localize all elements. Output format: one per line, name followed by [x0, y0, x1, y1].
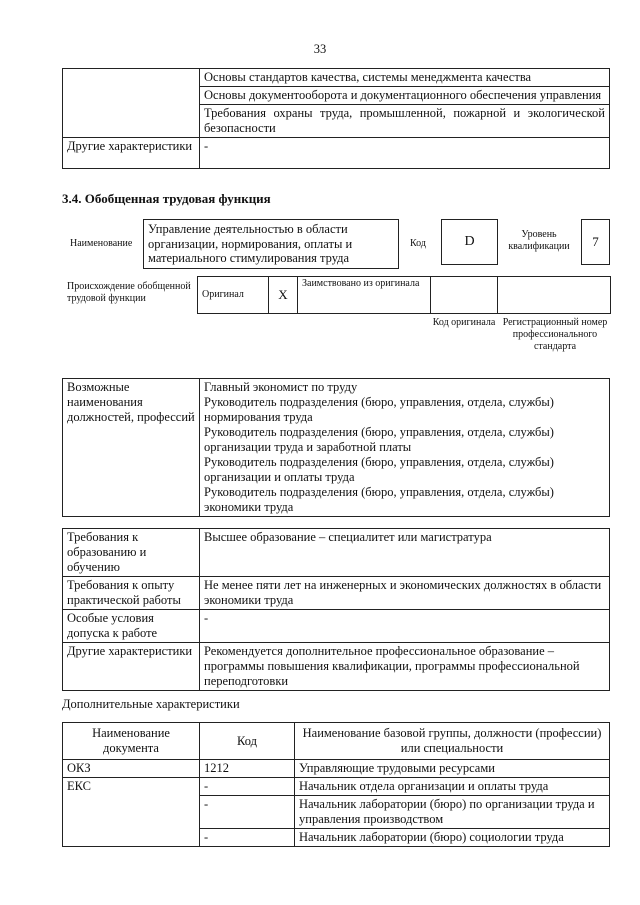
eks-code: -	[200, 829, 295, 847]
origin-label: Происхождение обобщенной трудовой функции	[67, 281, 191, 304]
reg-number-cell	[498, 277, 611, 314]
original-code-cell	[431, 277, 498, 314]
okz-doc: ОКЗ	[63, 760, 200, 778]
req-value: Высшее образование – специалитет или магистратура	[200, 529, 610, 577]
okz-name: Управляющие трудовыми ресурсами	[295, 760, 610, 778]
knowledge-table	[62, 68, 610, 169]
gtf-code-box: D	[441, 219, 498, 265]
header-document: Наименование документа	[63, 723, 200, 760]
position-item: Руководитель подразделения (бюро, управления, отдела, службы) экономики труда	[204, 485, 554, 514]
code-caption: Код оригинала	[432, 317, 496, 328]
knowledge-item: Требования охраны труда, промышленной, пожарной и экологической безопасности	[200, 105, 610, 138]
gtf-name-box: Управление деятельностью в области организации, нормирования, оплаты и материального стимулирования труда	[143, 219, 399, 269]
eks-name: Начальник лаборатории (бюро) по организации труда и управления производством	[295, 796, 610, 829]
req-value: -	[200, 610, 610, 643]
knowledge-item: Основы документооборота и документационного обеспечения управления	[200, 87, 610, 105]
additional-table	[62, 722, 610, 847]
original-mark: X	[269, 277, 298, 314]
code-label: Код	[410, 238, 426, 249]
position-item: Руководитель подразделения (бюро, управления, отдела, службы) организации труда и заработной платы	[204, 425, 554, 454]
empty-label-cell	[63, 69, 200, 138]
eks-name: Начальник отдела организации и оплаты труда	[295, 778, 610, 796]
reg-caption: Регистрационный номер профессионального стандарта	[502, 317, 608, 352]
positions-label: Возможные наименования должностей, профессий	[63, 379, 200, 517]
origin-table	[197, 276, 611, 314]
other-value: -	[200, 138, 610, 169]
eks-code: -	[200, 778, 295, 796]
eks-name: Начальник лаборатории (бюро) социологии труда	[295, 829, 610, 847]
position-item: Главный экономист по труду	[204, 380, 358, 394]
additional-title: Дополнительные характеристики	[62, 697, 240, 711]
okz-code: 1212	[200, 760, 295, 778]
position-item: Руководитель подразделения (бюро, управления, отдела, службы) организации и оплаты труда	[204, 455, 554, 484]
req-label: Другие характеристики	[63, 643, 200, 691]
borrowed-label: Заимствовано из оригинала	[298, 277, 431, 314]
header-name: Наименование базовой группы, должности (профессии) или специальности	[295, 723, 610, 760]
original-label: Оригинал	[198, 277, 269, 314]
gtf-level-box: 7	[581, 219, 610, 265]
page-number: 33	[313, 42, 327, 56]
req-label: Требования к образованию и обучению	[63, 529, 200, 577]
other-label: Другие характеристики	[63, 138, 200, 169]
positions-table	[62, 378, 610, 517]
req-value: Не менее пяти лет на инженерных и экономических должностях в области экономики труда	[200, 577, 610, 610]
req-label: Особые условия допуска к работе	[63, 610, 200, 643]
position-item: Руководитель подразделения (бюро, управления, отдела, службы) нормирования труда	[204, 395, 554, 424]
eks-doc: ЕКС	[63, 778, 200, 847]
req-value: Рекомендуется дополнительное профессиональное образование – программы повышения квалификации, программы профессиональной переподготовки	[200, 643, 610, 691]
knowledge-item: Основы стандартов качества, системы менеджмента качества	[200, 69, 610, 87]
header-code: Код	[200, 723, 295, 760]
name-label: Наименование	[70, 238, 133, 249]
req-label: Требования к опыту практической работы	[63, 577, 200, 610]
level-label: Уровень квалификации	[508, 229, 570, 252]
positions-list	[200, 379, 610, 517]
requirements-table	[62, 528, 610, 691]
eks-code: -	[200, 796, 295, 829]
section-title: 3.4. Обобщенная трудовая функция	[62, 191, 271, 206]
